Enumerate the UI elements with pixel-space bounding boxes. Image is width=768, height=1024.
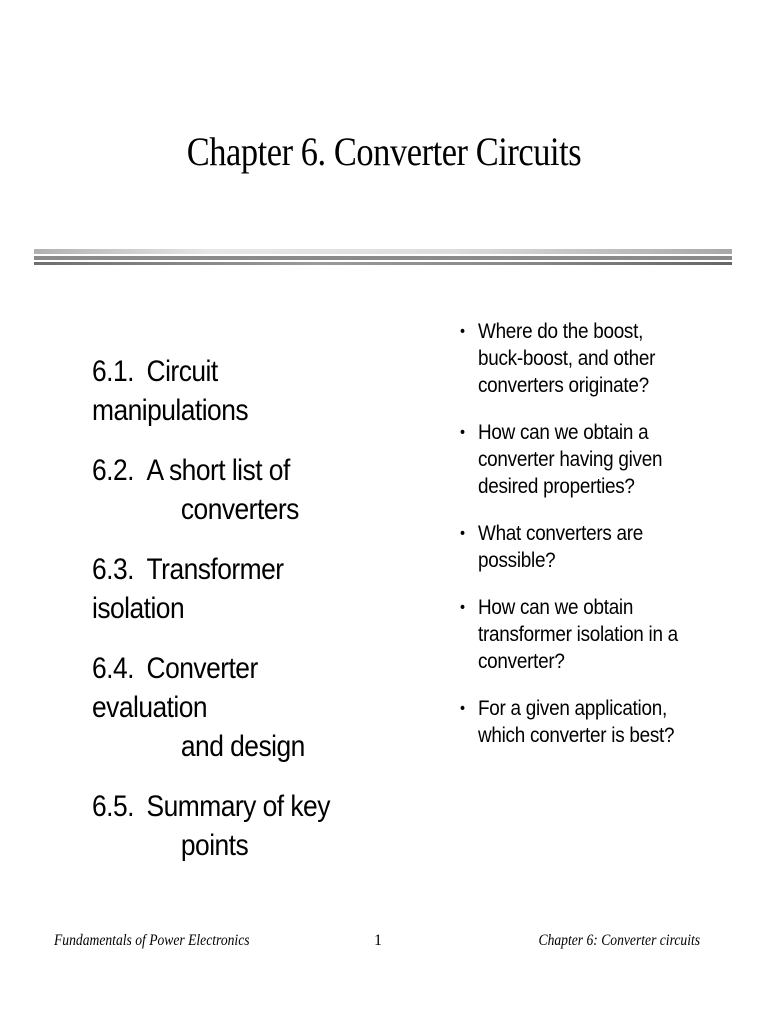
section-item — [92, 550, 374, 628]
section-number: 6.5. — [92, 790, 134, 823]
section-item — [92, 787, 374, 865]
question-item — [460, 419, 685, 500]
question-text: For a given application, which converter is best? — [478, 697, 675, 747]
footer-book-title: Fundamentals of Power Electronics — [54, 932, 250, 949]
question-item — [460, 695, 685, 749]
section-list — [92, 352, 374, 886]
section-item — [92, 451, 374, 529]
section-title: Circuit manipulations — [92, 355, 249, 427]
section-item — [92, 352, 374, 430]
question-item — [460, 594, 685, 675]
question-text: Where do the boost, buck-boost, and other converters originate? — [478, 320, 656, 397]
question-item — [460, 520, 685, 574]
section-title: Summary of key — [146, 790, 330, 823]
section-title-continued: converters — [180, 493, 299, 526]
footer-page-number: 1 — [374, 932, 382, 949]
divider-rule-dark — [34, 262, 732, 265]
section-title: A short list of — [146, 454, 290, 487]
question-item — [460, 318, 685, 399]
section-item — [92, 649, 374, 766]
question-text: How can we obtain transformer isolation in a converter? — [478, 596, 678, 673]
section-title: Converter evaluation — [92, 652, 258, 724]
section-number: 6.4. — [92, 652, 134, 685]
bullet-icon: • — [460, 323, 465, 340]
divider-rule-light — [34, 249, 732, 254]
section-title-continued: points — [180, 829, 249, 862]
section-title: Transformer isolation — [92, 553, 284, 625]
slide-title: Chapter 6. Converter Circuits — [186, 129, 582, 174]
question-text: What converters are possible? — [478, 522, 644, 572]
bullet-icon: • — [460, 424, 465, 441]
section-number: 6.3. — [92, 553, 134, 586]
section-number: 6.2. — [92, 454, 134, 487]
divider-rule-mid — [34, 256, 732, 260]
question-list — [460, 318, 685, 769]
section-title-continued: and design — [180, 730, 305, 763]
bullet-icon: • — [460, 599, 465, 616]
bullet-icon: • — [460, 525, 465, 542]
footer-chapter-title: Chapter 6: Converter circuits — [538, 932, 700, 949]
bullet-icon: • — [460, 700, 465, 717]
question-text: How can we obtain a converter having given desired properties? — [478, 421, 663, 498]
section-number: 6.1. — [92, 355, 134, 388]
